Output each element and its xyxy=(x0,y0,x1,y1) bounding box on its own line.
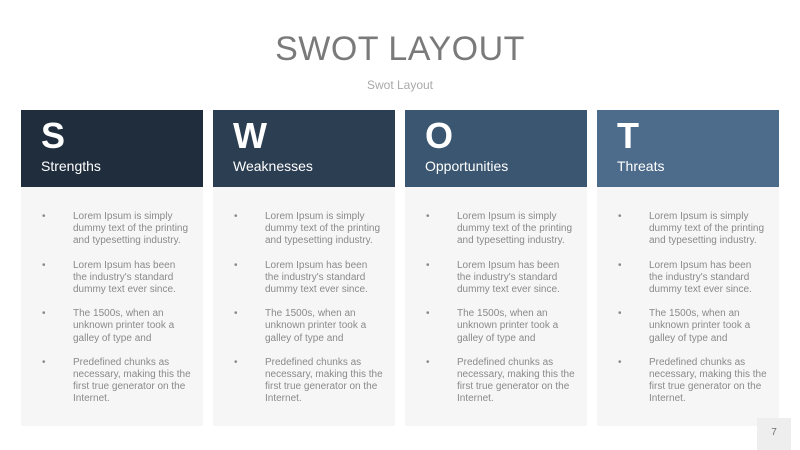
list-item xyxy=(405,308,575,345)
bullet-icon: • xyxy=(42,211,46,222)
threats-header xyxy=(597,110,779,187)
strengths-letter: S xyxy=(41,115,66,156)
list-item xyxy=(405,211,575,248)
weaknesses-bullet-list xyxy=(213,187,395,406)
threats-letter: T xyxy=(617,115,639,156)
swot-column-strengths xyxy=(21,110,203,426)
opportunities-bullet-list xyxy=(405,187,587,406)
strengths-bullet-list xyxy=(21,187,203,406)
bullet-text: Predefined chunks as necessary, making this the first true generator on the Internet. xyxy=(457,356,575,405)
opportunities-label: Opportunities xyxy=(425,158,509,174)
list-item xyxy=(405,260,575,297)
bullet-icon: • xyxy=(234,259,238,271)
bullet-icon: • xyxy=(426,259,430,271)
list-item xyxy=(213,260,383,297)
list-item xyxy=(213,308,383,345)
bullet-text: Predefined chunks as necessary, making this the first true generator on the Internet. xyxy=(73,356,191,405)
list-item xyxy=(21,211,191,248)
weaknesses-body xyxy=(213,187,395,426)
list-item xyxy=(21,260,191,297)
bullet-text: Lorem Ipsum has been the industry's standard dummy text ever since. xyxy=(73,259,176,296)
threats-bullet-list xyxy=(597,187,779,406)
bullet-text: Lorem Ipsum is simply dummy text of the printing and typesetting industry. xyxy=(265,211,381,247)
list-item xyxy=(597,357,767,406)
swot-column-opportunities xyxy=(405,110,587,426)
bullet-text: Lorem Ipsum has been the industry's standard dummy text ever since. xyxy=(265,259,368,296)
list-item xyxy=(213,211,383,248)
swot-column-weaknesses xyxy=(213,110,395,426)
bullet-text: The 1500s, when an unknown printer took a galley of type and xyxy=(73,308,175,344)
bullet-icon: • xyxy=(426,211,430,222)
bullet-text: The 1500s, when an unknown printer took a galley of type and xyxy=(457,308,559,344)
bullet-text: Predefined chunks as necessary, making this the first true generator on the Internet. xyxy=(649,356,767,405)
swot-column-threats xyxy=(597,110,779,426)
bullet-icon: • xyxy=(426,308,430,320)
bullet-text: Lorem Ipsum is simply dummy text of the printing and typesetting industry. xyxy=(73,211,189,247)
bullet-text: The 1500s, when an unknown printer took a galley of type and xyxy=(265,308,367,344)
bullet-icon: • xyxy=(618,356,622,368)
list-item xyxy=(21,308,191,345)
bullet-text: Predefined chunks as necessary, making this the first true generator on the Internet. xyxy=(265,356,383,405)
bullet-icon: • xyxy=(42,356,46,368)
weaknesses-label: Weaknesses xyxy=(233,158,313,174)
bullet-icon: • xyxy=(618,259,622,271)
list-item xyxy=(213,357,383,406)
slide-title: SWOT LAYOUT xyxy=(275,30,525,68)
threats-body xyxy=(597,187,779,426)
bullet-icon: • xyxy=(42,259,46,271)
weaknesses-header xyxy=(213,110,395,187)
strengths-header xyxy=(21,110,203,187)
bullet-icon: • xyxy=(426,356,430,368)
bullet-icon: • xyxy=(234,308,238,320)
bullet-icon: • xyxy=(234,356,238,368)
opportunities-header xyxy=(405,110,587,187)
threats-label: Threats xyxy=(617,158,665,174)
list-item xyxy=(405,357,575,406)
strengths-body xyxy=(21,187,203,426)
opportunities-body xyxy=(405,187,587,426)
bullet-icon: • xyxy=(618,308,622,320)
list-item xyxy=(597,211,767,248)
bullet-icon: • xyxy=(42,308,46,320)
list-item xyxy=(597,260,767,297)
page-number: 7 xyxy=(757,418,791,450)
opportunities-letter: O xyxy=(425,115,454,156)
strengths-label: Strengths xyxy=(41,158,101,174)
bullet-icon: • xyxy=(234,211,238,222)
bullet-text: Lorem Ipsum is simply dummy text of the printing and typesetting industry. xyxy=(649,211,765,247)
bullet-text: Lorem Ipsum has been the industry's standard dummy text ever since. xyxy=(649,259,752,296)
bullet-text: The 1500s, when an unknown printer took a galley of type and xyxy=(649,308,751,344)
weaknesses-letter: W xyxy=(233,115,267,156)
slide-subtitle: Swot Layout xyxy=(366,78,434,92)
list-item xyxy=(21,357,191,406)
bullet-text: Lorem Ipsum has been the industry's standard dummy text ever since. xyxy=(457,259,560,296)
bullet-icon: • xyxy=(618,211,622,222)
bullet-text: Lorem Ipsum is simply dummy text of the printing and typesetting industry. xyxy=(457,211,573,247)
list-item xyxy=(597,308,767,345)
